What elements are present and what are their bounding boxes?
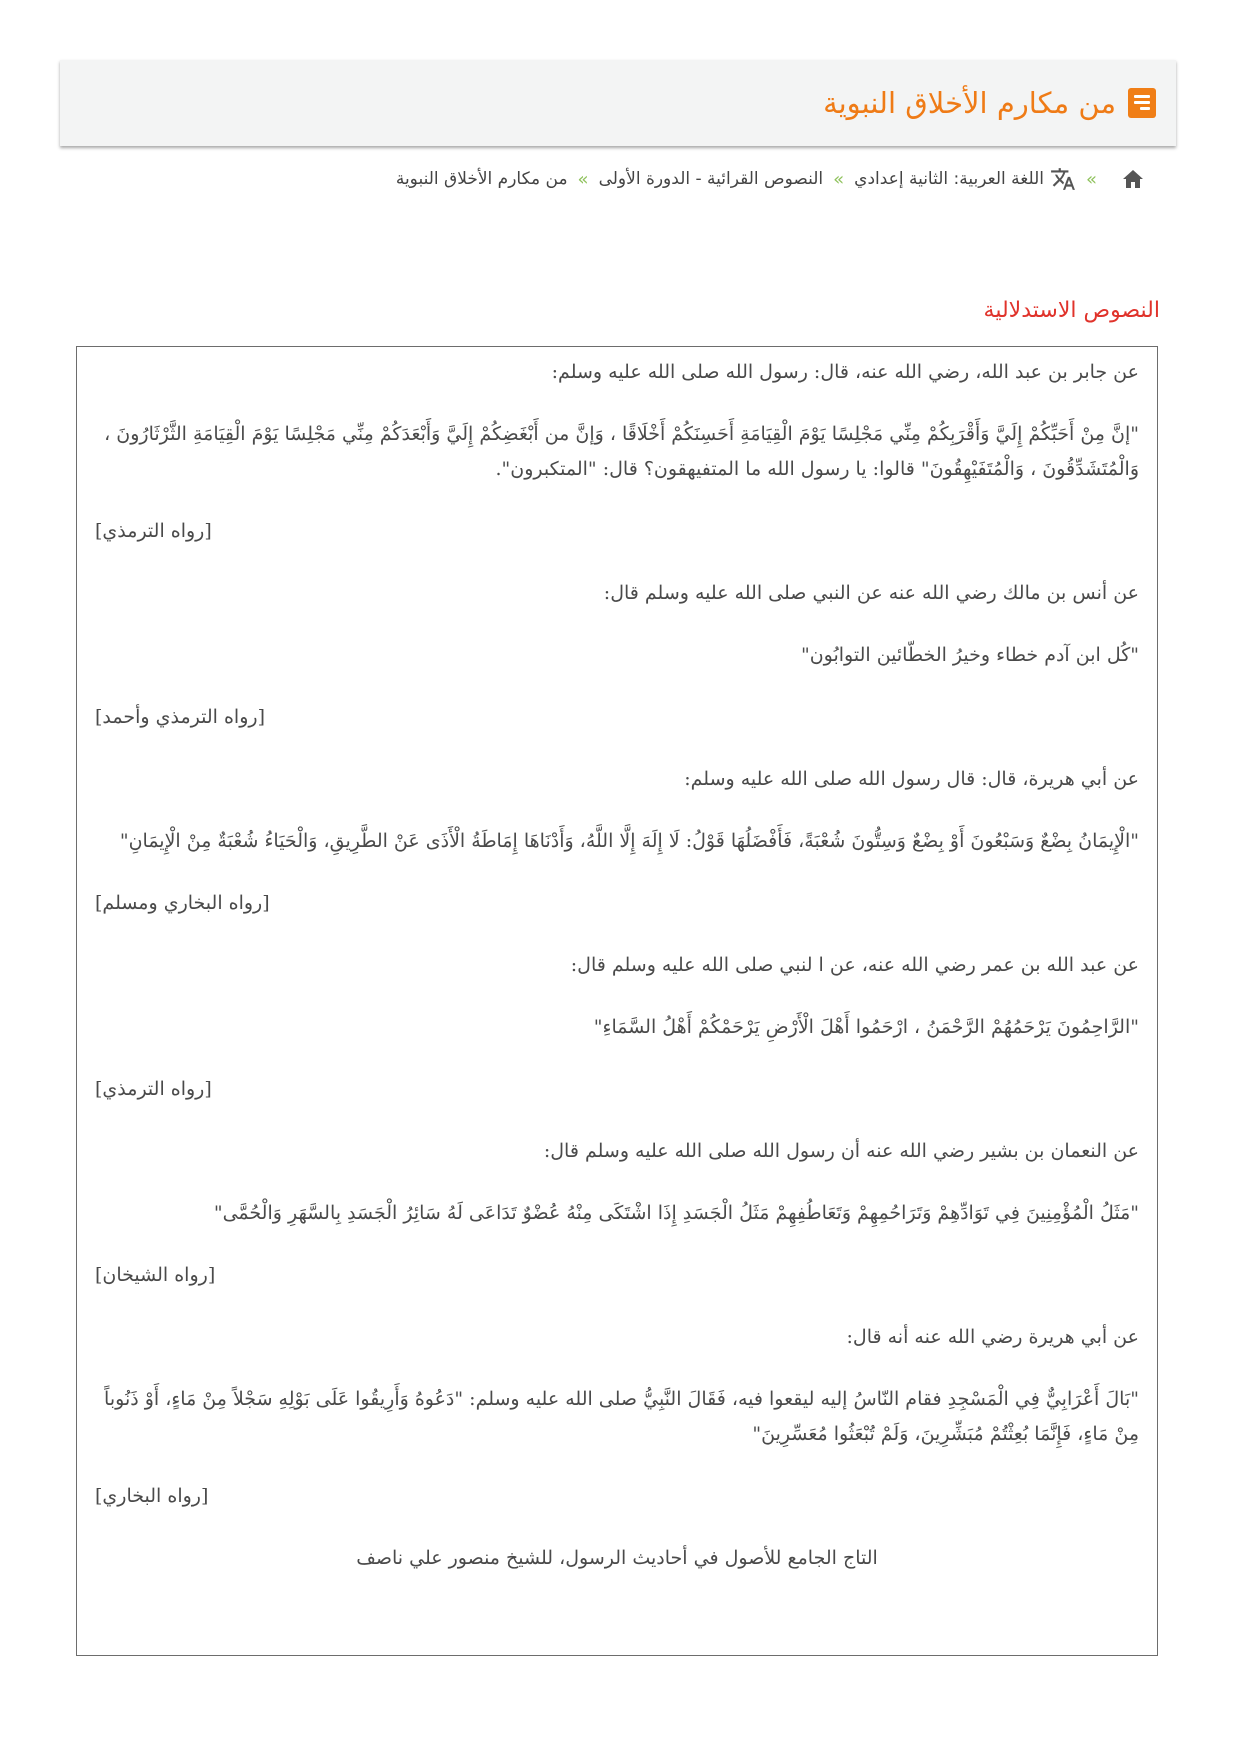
hadith-text: "كُل ابن آدم خطاء وخيرُ الخطّائين التوابُون" <box>800 644 1139 666</box>
hadith-intro: عن أبي هريرة رضي الله عنه أنه قال: <box>846 1326 1139 1348</box>
hadith-text: "مَثَلُ الْمُؤْمِنِينَ فِي تَوَادِّهِمْ وَتَرَاحُمِهِمْ وَتَعَاطُفِهِمْ مَثَلُ الْجَسَدِ إِذَا اشْتَكَى مِنْهُ عُضْوٌ تَدَاعَى لَهُ سَائِرُ الْجَسَدِ بِالسَّهَرِ وَالْحُمَّى" <box>213 1202 1139 1224</box>
home-icon[interactable] <box>1121 167 1145 191</box>
breadcrumb-separator: » <box>1085 168 1097 190</box>
hadith-intro: عن أبي هريرة، قال: قال رسول الله صلى الله عليه وسلم: <box>684 768 1139 790</box>
hadith-source: [رواه الترمذي] <box>95 520 212 542</box>
hadith-text: "إنَّ مِنْ أَحَبِّكُمْ إِلَيَّ وَأَقْرَبِكُمْ مِنِّي مَجْلِسًا يَوْمَ الْقِيَامَةِ أَحَسِنَكُمْ أَخْلَاقًا ، وَإنَّ من أَبْغَضِكُمْ إِلَيَّ وَأَبْعَدَكُمْ مِنِّي مَجْلِسًا يَوْمَ الْقِيَامَةِ الثَّرْثَارُونَ ، وَالْمُتَشَدِّقُونَ ، وَالْمُتَفَيْهِقُونَ" قالوا: يا رسول الله ما المتفيهقون؟ قال: "المتكبرون". <box>104 423 1139 480</box>
breadcrumb-item-subject[interactable]: اللغة العربية: الثانية إعدادي <box>854 169 1044 189</box>
breadcrumb-separator: » <box>577 168 589 190</box>
breadcrumb-item-unit[interactable]: النصوص القرائية - الدورة الأولى <box>598 169 824 189</box>
hadith-source: [رواه البخاري ومسلم] <box>95 892 270 914</box>
hadith-intro: عن عبد الله بن عمر رضي الله عنه، عن ا لنبي صلى الله عليه وسلم قال: <box>570 954 1139 976</box>
hadith-text: "بَالَ أَعْرَابِيٌّ فِي الْمَسْجِدِ فقام النّاسُ إليه ليقعوا فيه، فَقَالَ النَّبِيُّ صلى الله عليه وسلم: "دَعُوهُ وَأَرِيقُوا عَلَى بَوْلِهِ سَجْلاً مِنْ مَاءٍ، أَوْ ذَنُوباً مِنْ مَاءٍ، فَإِنَّمَا بُعِثْتُمْ مُبَشِّرِينَ، وَلَمْ تُبْعَثُوا مُعَسِّرِينَ" <box>104 1388 1139 1445</box>
document-icon <box>1128 88 1156 118</box>
hadith-intro: عن النعمان بن بشير رضي الله عنه أن رسول الله صلى الله عليه وسلم قال: <box>543 1140 1139 1162</box>
page-header <box>60 60 1176 146</box>
book-reference: التاج الجامع للأصول في أحاديث الرسول، للشيخ منصور علي ناصف <box>356 1547 878 1569</box>
breadcrumb-separator: » <box>833 168 845 190</box>
hadith-source: [رواه الشيخان] <box>95 1264 216 1286</box>
breadcrumb <box>396 166 1145 192</box>
hadith-text: "الرَّاحِمُونَ يَرْحَمُهُمْ الرَّحْمَنُ ، ارْحَمُوا أَهْلَ الْأَرْضِ يَرْحَمْكُمْ أَهْلُ السَّمَاءِ" <box>593 1016 1139 1038</box>
hadith-source: [رواه البخاري] <box>95 1485 209 1507</box>
texts-box <box>76 346 1158 1656</box>
hadith-intro: عن جابر بن عبد الله، رضي الله عنه، قال: رسول الله صلى الله عليه وسلم: <box>551 361 1139 383</box>
hadith-intro: عن أنس بن مالك رضي الله عنه عن النبي صلى الله عليه وسلم قال: <box>603 582 1139 604</box>
hadith-source: [رواه الترمذي وأحمد] <box>95 706 265 728</box>
section-heading: النصوص الاستدلالية <box>983 298 1160 323</box>
hadith-source: [رواه الترمذي] <box>95 1078 212 1100</box>
breadcrumb-item-current: من مكارم الأخلاق النبوية <box>395 169 568 189</box>
translate-icon <box>1050 166 1076 192</box>
hadith-text: "الْإِيمَانُ بِضْعٌ وَسَبْعُونَ أَوْ بِضْعٌ وَسِتُّونَ شُعْبَةً، فَأَفْضَلُهَا قَوْلُ: لَا إِلَهَ إِلَّا اللَّهُ، وَأَدْنَاهَا إِمَاطَةُ الْأَذَى عَنْ الطَّرِيقِ، وَالْحَيَاءُ شُعْبَةٌ مِنْ الْإِيمَانِ" <box>119 830 1139 852</box>
page-title: من مكارم الأخلاق النبوية <box>823 85 1116 120</box>
